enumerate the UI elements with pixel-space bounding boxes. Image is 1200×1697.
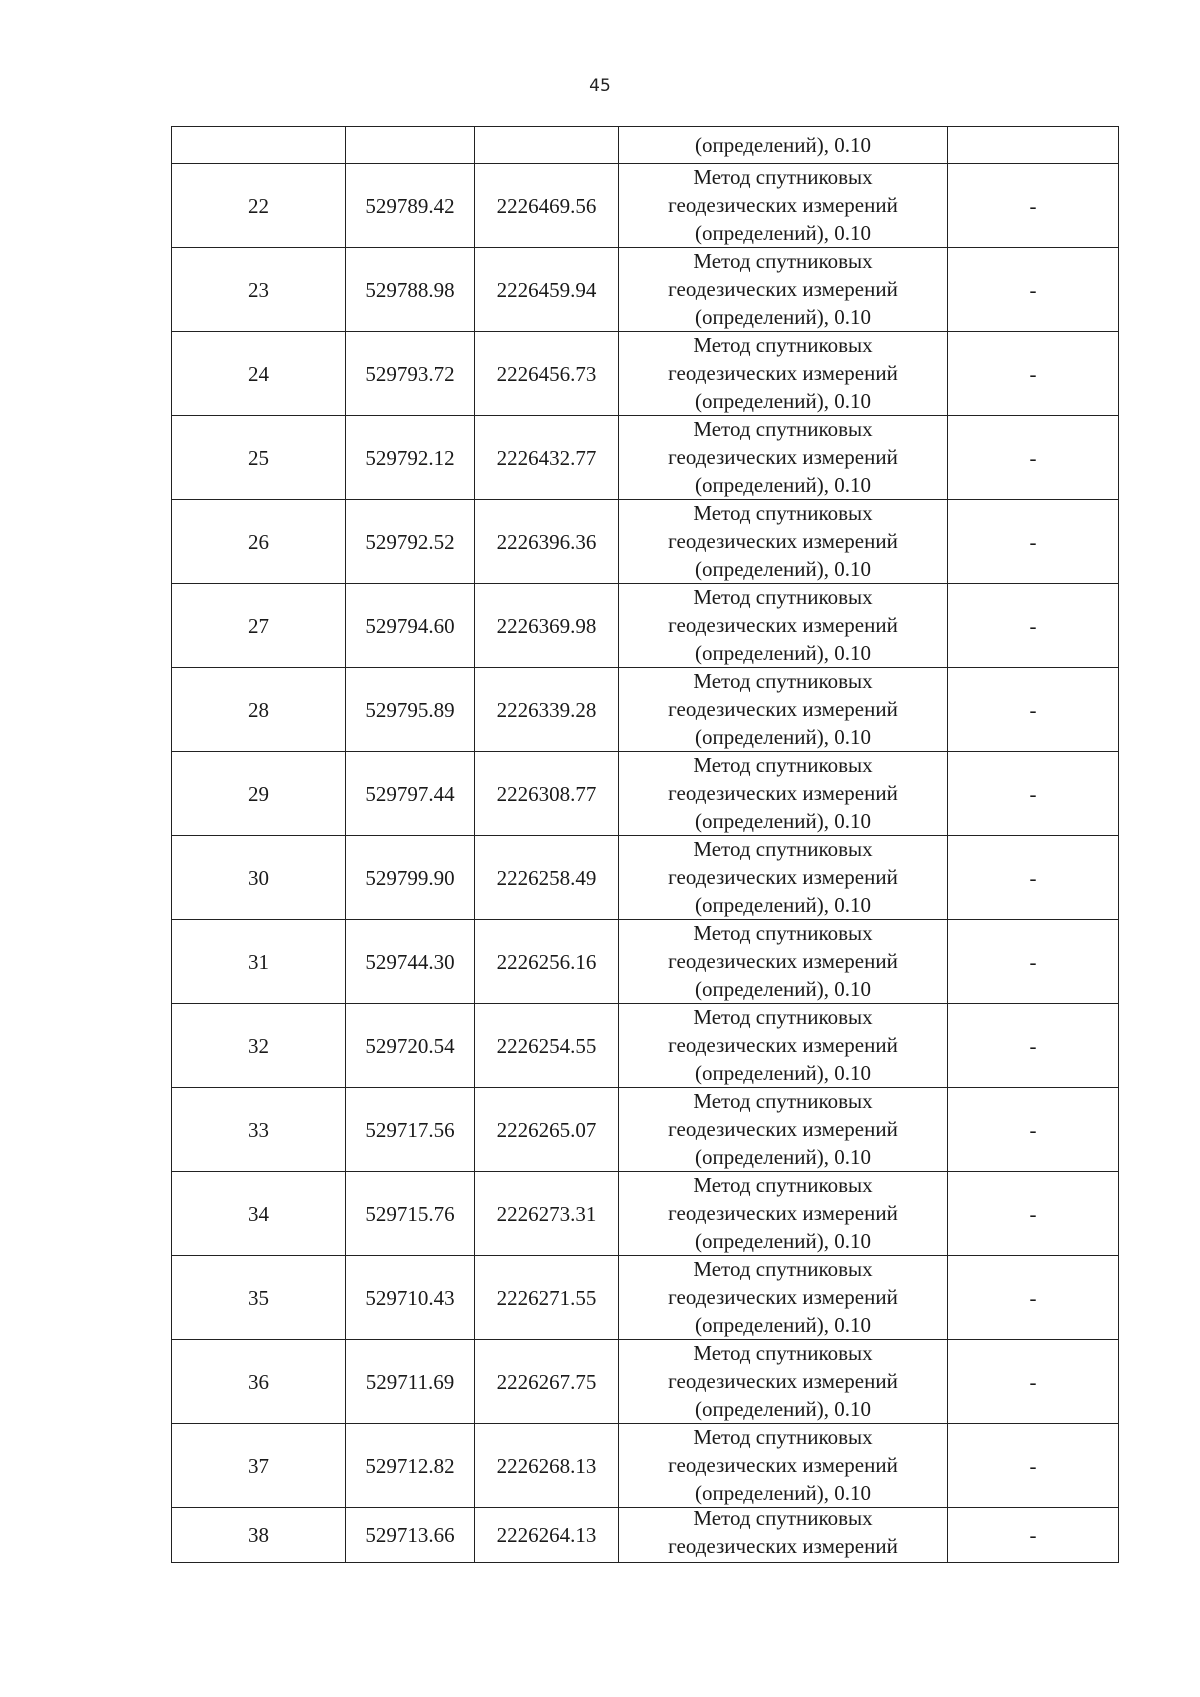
table-row	[172, 584, 1119, 668]
description-cell	[948, 127, 1119, 164]
y-coordinate-cell: 2226267.75	[475, 1340, 619, 1424]
x-coordinate-cell: 529795.89	[346, 668, 475, 752]
description-cell: -	[948, 752, 1119, 836]
table-row	[172, 1004, 1119, 1088]
x-coordinate-cell: 529744.30	[346, 920, 475, 1004]
method-cell	[619, 1004, 948, 1088]
description-cell: -	[948, 248, 1119, 332]
point-number-cell	[172, 127, 346, 164]
x-coordinate-cell: 529793.72	[346, 332, 475, 416]
point-number-cell: 31	[172, 920, 346, 1004]
method-cell	[619, 164, 948, 248]
y-coordinate-cell: 2226273.31	[475, 1172, 619, 1256]
point-number-cell: 32	[172, 1004, 346, 1088]
y-coordinate-cell: 2226369.98	[475, 584, 619, 668]
y-coordinate-cell: 2226339.28	[475, 668, 619, 752]
description-cell: -	[948, 500, 1119, 584]
method-text: Метод спутниковых геодезических измерений (определений), 0.10	[668, 1257, 898, 1337]
x-coordinate-cell: 529799.90	[346, 836, 475, 920]
method-text: Метод спутниковых геодезических измерений (определений), 0.10	[668, 417, 898, 497]
y-coordinate-cell: 2226254.55	[475, 1004, 619, 1088]
point-number-cell: 29	[172, 752, 346, 836]
x-coordinate-cell: 529789.42	[346, 164, 475, 248]
method-cell	[619, 248, 948, 332]
y-coordinate-cell: 2226258.49	[475, 836, 619, 920]
point-number-cell: 30	[172, 836, 346, 920]
method-cell	[619, 668, 948, 752]
method-text: Метод спутниковых геодезических измерений	[668, 1506, 898, 1558]
y-coordinate-cell: 2226459.94	[475, 248, 619, 332]
method-cell	[619, 500, 948, 584]
method-cell	[619, 332, 948, 416]
table-row	[172, 1424, 1119, 1508]
x-coordinate-cell: 529717.56	[346, 1088, 475, 1172]
method-cell	[619, 416, 948, 500]
method-text: Метод спутниковых геодезических измерений (определений), 0.10	[668, 1341, 898, 1421]
method-cell	[619, 1172, 948, 1256]
x-coordinate-cell: 529794.60	[346, 584, 475, 668]
description-cell: -	[948, 1508, 1119, 1563]
method-text: Метод спутниковых геодезических измерений (определений), 0.10	[668, 1005, 898, 1085]
table-row	[172, 752, 1119, 836]
description-cell: -	[948, 1340, 1119, 1424]
y-coordinate-cell: 2226271.55	[475, 1256, 619, 1340]
x-coordinate-cell: 529712.82	[346, 1424, 475, 1508]
method-text: Метод спутниковых геодезических измерений (определений), 0.10	[668, 837, 898, 917]
x-coordinate-cell: 529713.66	[346, 1508, 475, 1563]
page-number: 45	[589, 76, 611, 96]
point-number-cell: 25	[172, 416, 346, 500]
y-coordinate-cell: 2226396.36	[475, 500, 619, 584]
method-cell	[619, 836, 948, 920]
method-cell	[619, 1256, 948, 1340]
y-coordinate-cell: 2226469.56	[475, 164, 619, 248]
description-cell: -	[948, 1172, 1119, 1256]
method-text: Метод спутниковых геодезических измерений (определений), 0.10	[668, 1089, 898, 1169]
point-number-cell: 34	[172, 1172, 346, 1256]
point-number-cell: 26	[172, 500, 346, 584]
method-text: Метод спутниковых геодезических измерений (определений), 0.10	[668, 1425, 898, 1505]
method-text: Метод спутниковых геодезических измерений (определений), 0.10	[668, 165, 898, 245]
method-text: Метод спутниковых геодезических измерений (определений), 0.10	[668, 585, 898, 665]
point-number-cell: 36	[172, 1340, 346, 1424]
x-coordinate-cell: 529710.43	[346, 1256, 475, 1340]
y-coordinate-cell: 2226432.77	[475, 416, 619, 500]
y-coordinate-cell: 2226268.13	[475, 1424, 619, 1508]
description-cell: -	[948, 1424, 1119, 1508]
coordinates-table	[171, 126, 1119, 1563]
table-row	[172, 1088, 1119, 1172]
method-text: (определений), 0.10	[694, 133, 872, 157]
coordinates-table-body	[172, 127, 1119, 1563]
method-text: Метод спутниковых геодезических измерений (определений), 0.10	[668, 921, 898, 1001]
x-coordinate-cell: 529720.54	[346, 1004, 475, 1088]
point-number-cell: 33	[172, 1088, 346, 1172]
table-row-continuation	[172, 127, 1119, 164]
method-text: Метод спутниковых геодезических измерений (определений), 0.10	[668, 1173, 898, 1253]
y-coordinate-cell	[475, 127, 619, 164]
description-cell: -	[948, 920, 1119, 1004]
point-number-cell: 37	[172, 1424, 346, 1508]
point-number-cell: 23	[172, 248, 346, 332]
description-cell: -	[948, 1004, 1119, 1088]
description-cell: -	[948, 332, 1119, 416]
method-cell	[619, 1088, 948, 1172]
method-cell	[619, 1508, 948, 1563]
table-row	[172, 836, 1119, 920]
point-number-cell: 35	[172, 1256, 346, 1340]
y-coordinate-cell: 2226256.16	[475, 920, 619, 1004]
table-row	[172, 1340, 1119, 1424]
x-coordinate-cell: 529792.12	[346, 416, 475, 500]
y-coordinate-cell: 2226264.13	[475, 1508, 619, 1563]
y-coordinate-cell: 2226456.73	[475, 332, 619, 416]
table-row	[172, 416, 1119, 500]
point-number-cell: 24	[172, 332, 346, 416]
description-cell: -	[948, 1088, 1119, 1172]
point-number-cell: 22	[172, 164, 346, 248]
table-row	[172, 1256, 1119, 1340]
table-row	[172, 920, 1119, 1004]
x-coordinate-cell	[346, 127, 475, 164]
table-row	[172, 332, 1119, 416]
method-text: Метод спутниковых геодезических измерений (определений), 0.10	[668, 249, 898, 329]
description-cell: -	[948, 1256, 1119, 1340]
method-text: Метод спутниковых геодезических измерений (определений), 0.10	[668, 753, 898, 833]
description-cell: -	[948, 836, 1119, 920]
method-cell	[619, 584, 948, 668]
method-cell	[619, 1340, 948, 1424]
table-row	[172, 164, 1119, 248]
table-row	[172, 248, 1119, 332]
y-coordinate-cell: 2226308.77	[475, 752, 619, 836]
description-cell: -	[948, 416, 1119, 500]
description-cell: -	[948, 668, 1119, 752]
x-coordinate-cell: 529797.44	[346, 752, 475, 836]
method-cell	[619, 920, 948, 1004]
x-coordinate-cell: 529715.76	[346, 1172, 475, 1256]
description-cell: -	[948, 164, 1119, 248]
method-text: Метод спутниковых геодезических измерений (определений), 0.10	[668, 669, 898, 749]
method-cell	[619, 752, 948, 836]
table-row	[172, 1508, 1119, 1563]
y-coordinate-cell: 2226265.07	[475, 1088, 619, 1172]
method-text: Метод спутниковых геодезических измерений (определений), 0.10	[668, 333, 898, 413]
x-coordinate-cell: 529711.69	[346, 1340, 475, 1424]
x-coordinate-cell: 529792.52	[346, 500, 475, 584]
method-text: Метод спутниковых геодезических измерений (определений), 0.10	[668, 501, 898, 581]
method-cell	[619, 1424, 948, 1508]
table-row	[172, 1172, 1119, 1256]
x-coordinate-cell: 529788.98	[346, 248, 475, 332]
point-number-cell: 27	[172, 584, 346, 668]
method-cell	[619, 127, 948, 164]
table-row	[172, 668, 1119, 752]
table-row	[172, 500, 1119, 584]
description-cell: -	[948, 584, 1119, 668]
point-number-cell: 28	[172, 668, 346, 752]
point-number-cell: 38	[172, 1508, 346, 1563]
